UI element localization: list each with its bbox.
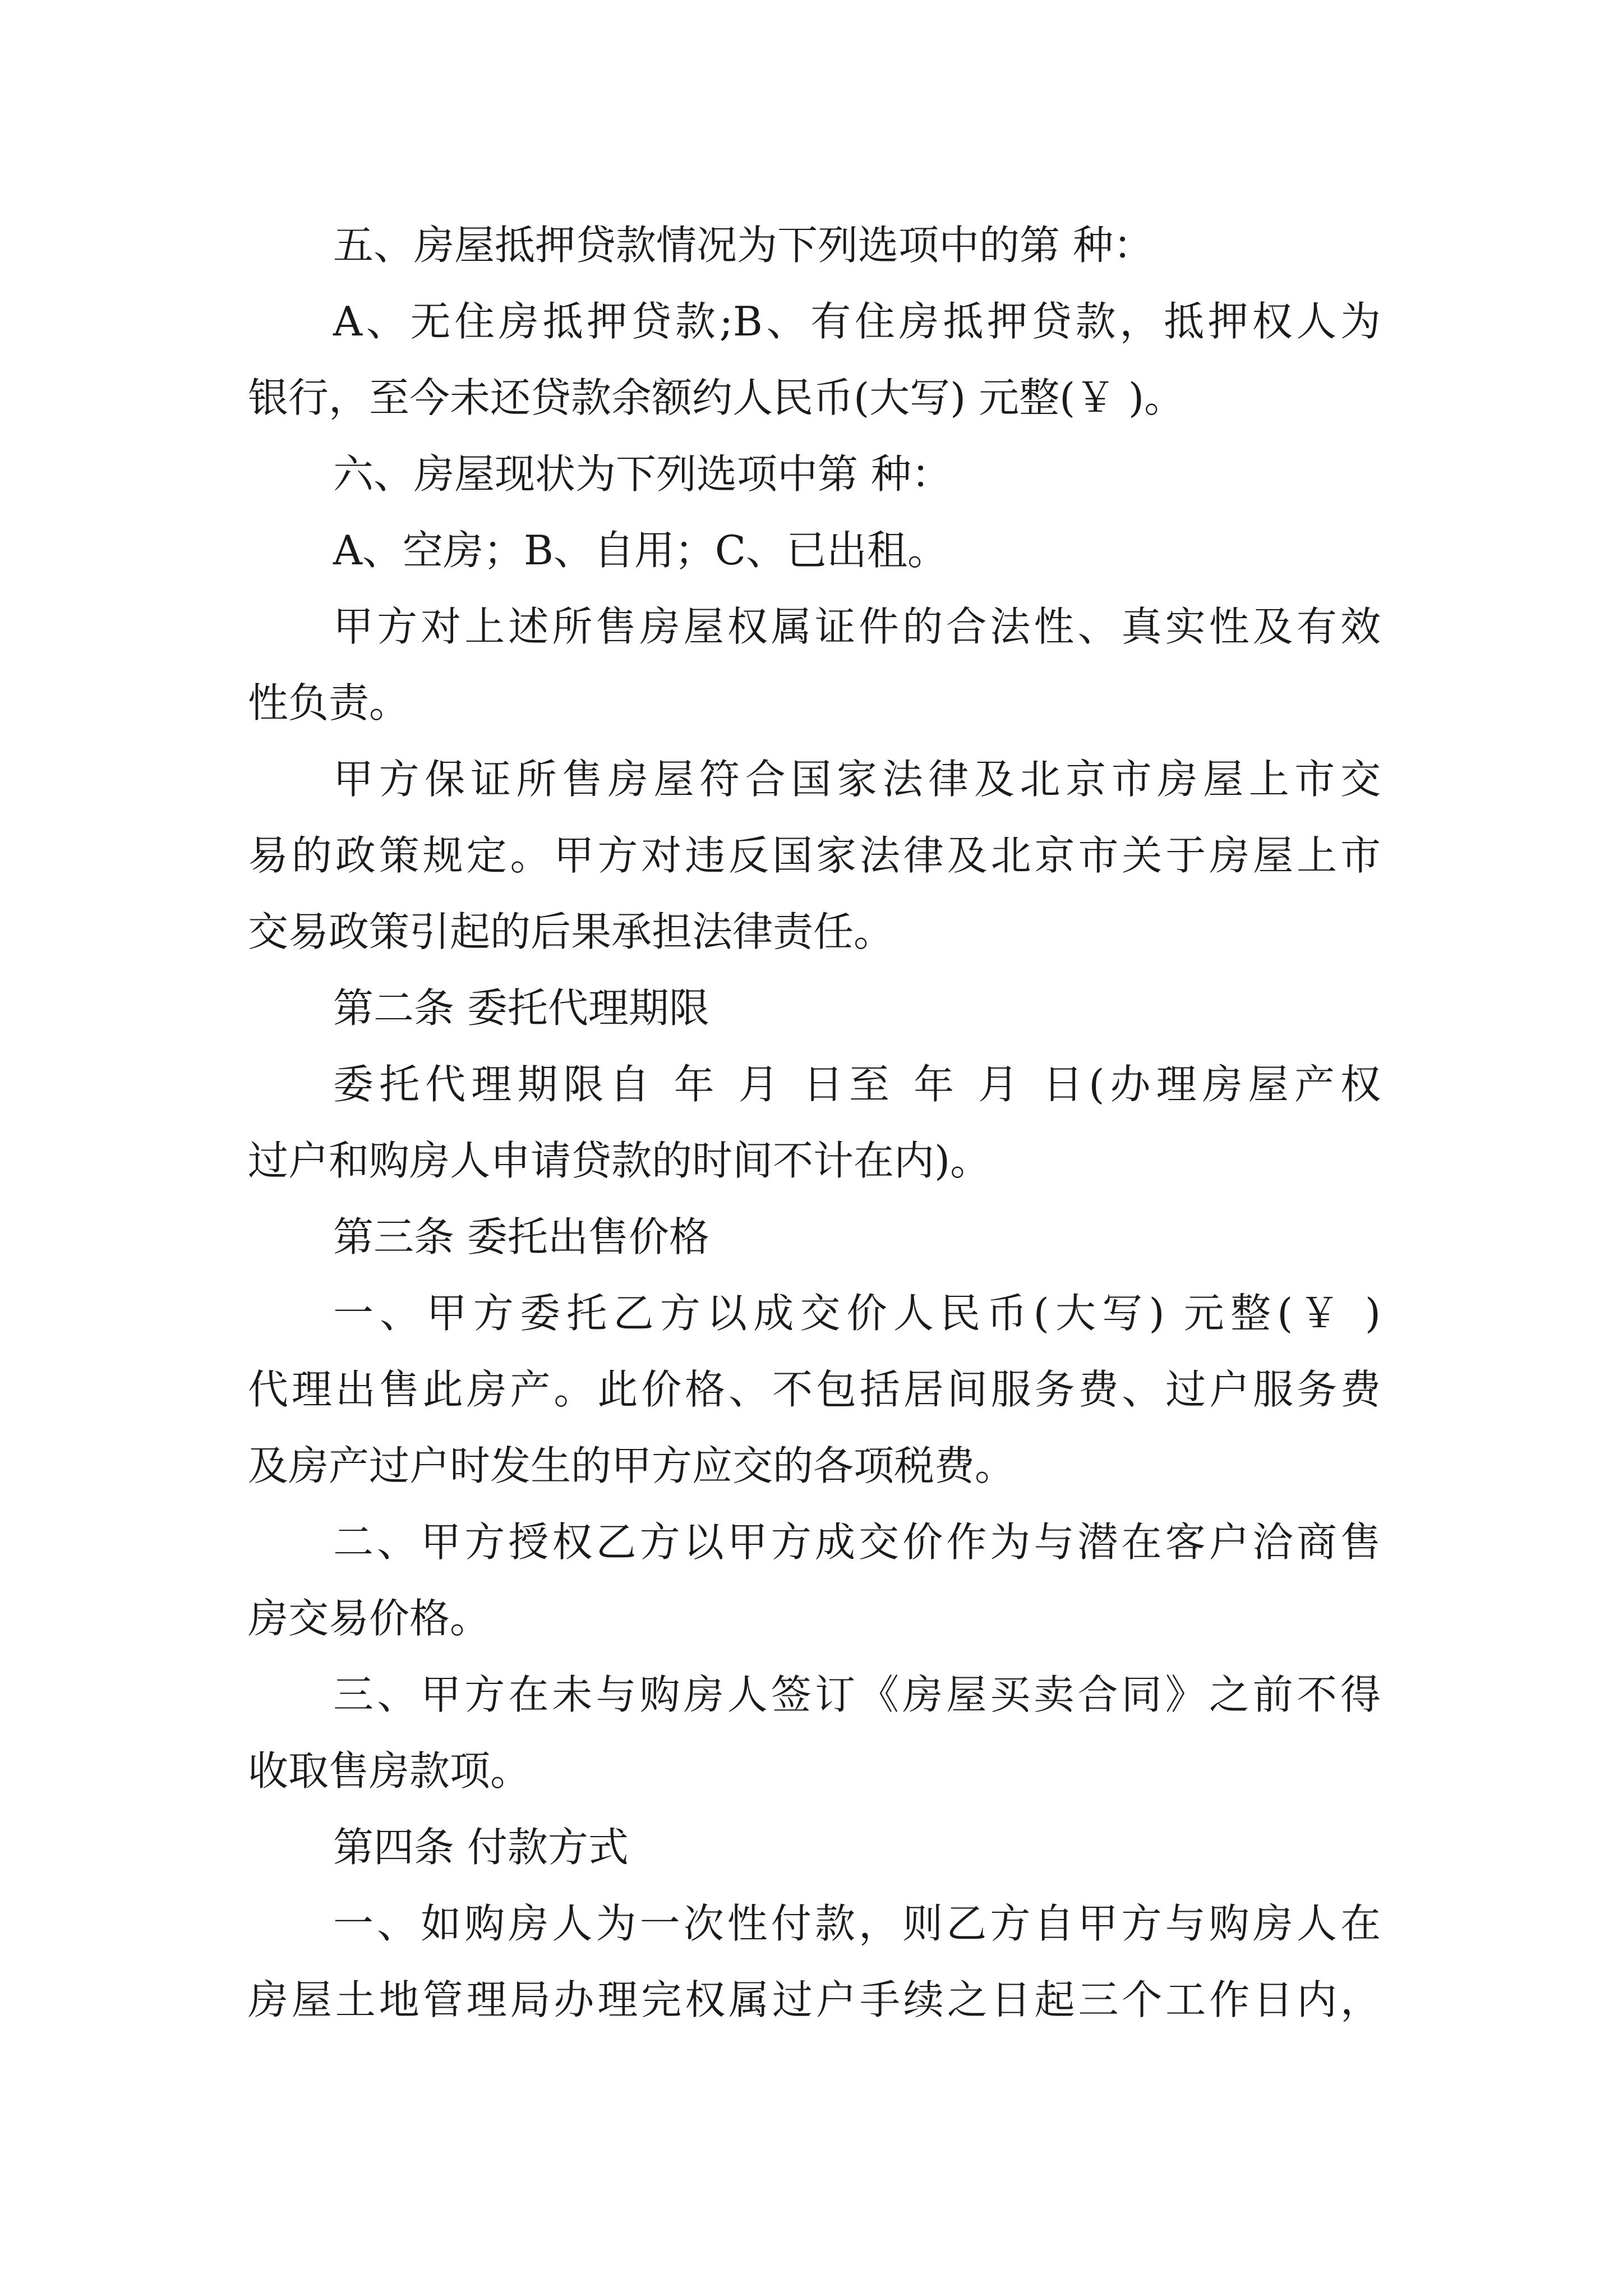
text-line: A、空房；B、自用；C、已出租。	[333, 527, 948, 574]
text-line: 一、如购房人为一次性付款，则乙方自甲方与购房人在	[333, 1900, 1381, 1947]
text-line: 甲方保证所售房屋符合国家法律及北京市房屋上市交	[333, 756, 1381, 803]
text-line: 委托代理期限自 年 月 日至 年 月 日(办理房屋产权	[333, 1061, 1381, 1108]
section-heading: 第三条 委托出售价格	[333, 1213, 709, 1260]
text-line: 收取售房款项。	[248, 1747, 531, 1795]
text-line: 代理出售此房产。此价格、不包括居间服务费、过户服务费	[248, 1366, 1381, 1413]
section-heading: 第四条 付款方式	[333, 1824, 629, 1871]
text-line: 过户和购房人申请贷款的时间不计在内)。	[248, 1137, 991, 1184]
text-line: 三、甲方在未与购房人签订《房屋买卖合同》之前不得	[333, 1671, 1381, 1718]
text-line: 及房产过户时发生的甲方应交的各项税费。	[248, 1442, 1016, 1489]
text-line: 二、甲方授权乙方以甲方成交价作为与潜在客户洽商售	[333, 1519, 1381, 1566]
text-line: A、无住房抵押贷款;B、有住房抵押贷款，抵押权人为	[333, 298, 1381, 345]
text-line: 交易政策引起的后果承担法律责任。	[248, 908, 895, 955]
text-line: 银行，至今未还贷款余额约人民币(大写) 元整(￥ )。	[248, 374, 1185, 421]
text-line: 六、房屋现状为下列选项中第 种：	[333, 450, 952, 498]
text-line: 房屋土地管理局办理完权属过户手续之日起三个工作日内，	[248, 1976, 1381, 2023]
text-line: 性负责。	[248, 679, 410, 726]
text-line: 房交易价格。	[248, 1595, 491, 1642]
text-line: 甲方对上述所售房屋权属证件的合法性、真实性及有效	[333, 603, 1381, 650]
text-line: 一、甲方委托乙方以成交价人民币(大写) 元整(￥ )	[333, 1290, 1381, 1337]
text-line: 五、房屋抵押贷款情况为下列选项中的第 种：	[333, 222, 1154, 269]
text-line: 易的政策规定。甲方对违反国家法律及北京市关于房屋上市	[248, 832, 1381, 879]
section-heading: 第二条 委托代理期限	[333, 984, 709, 1032]
